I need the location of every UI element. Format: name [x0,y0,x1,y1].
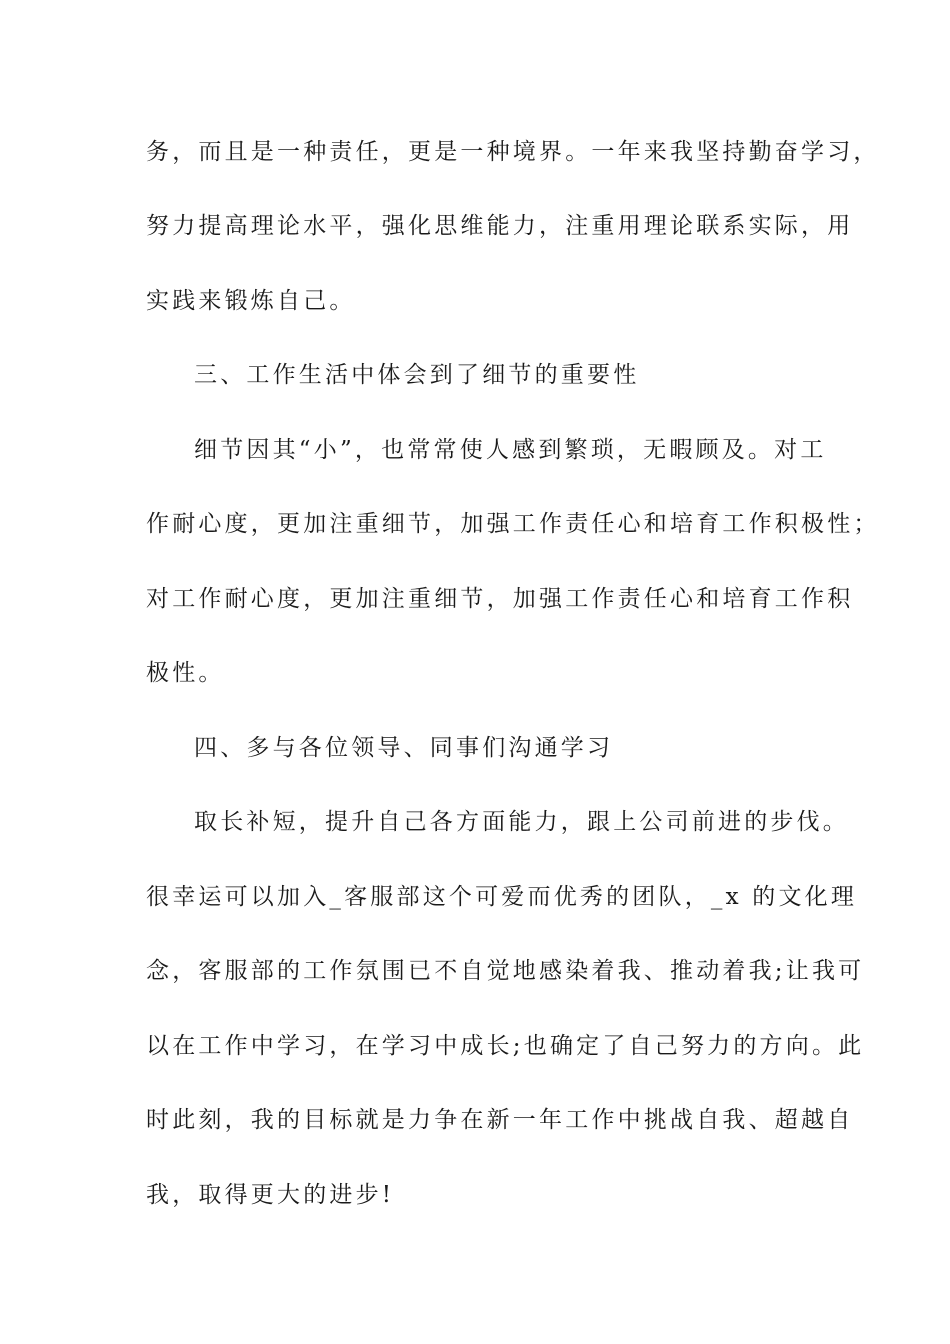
text-line: 极性。 [146,660,225,686]
text-line: 努力提高理论水平，强化思维能力，注重用理论联系实际，用 [146,213,854,239]
text-line: 很幸运可以加入_客服部这个可爱而优秀的团队，_x 的文化理 [146,884,858,910]
text-line: 务，而且是一种责任，更是一种境界。一年来我坚持勤奋学习， [146,139,880,165]
text-line: 细节因其“小”，也常常使人感到繁琐，无暇顾及。对工 [194,437,827,463]
text-line: 念，客服部的工作氛围已不自觉地感染着我、推动着我;让我可 [146,958,865,984]
section-heading: 三、工作生活中体会到了细节的重要性 [194,362,640,388]
text-line: 对工作耐心度，更加注重细节，加强工作责任心和培育工作积 [146,586,854,612]
text-line: 时此刻，我的目标就是力争在新一年工作中挑战自我、超越自 [146,1107,854,1133]
text-line: 我，取得更大的进步! [146,1182,395,1208]
text-line: 作耐心度，更加注重细节，加强工作责任心和培育工作积极性； [146,511,880,537]
text-line: 以在工作中学习，在学习中成长;也确定了自己努力的方向。此 [146,1033,865,1059]
section-heading: 四、多与各位领导、同事们沟通学习 [194,735,614,761]
text-line: 取长补短，提升自己各方面能力，跟上公司前进的步伐。 [194,809,849,835]
text-line: 实践来锻炼自己。 [146,288,356,314]
